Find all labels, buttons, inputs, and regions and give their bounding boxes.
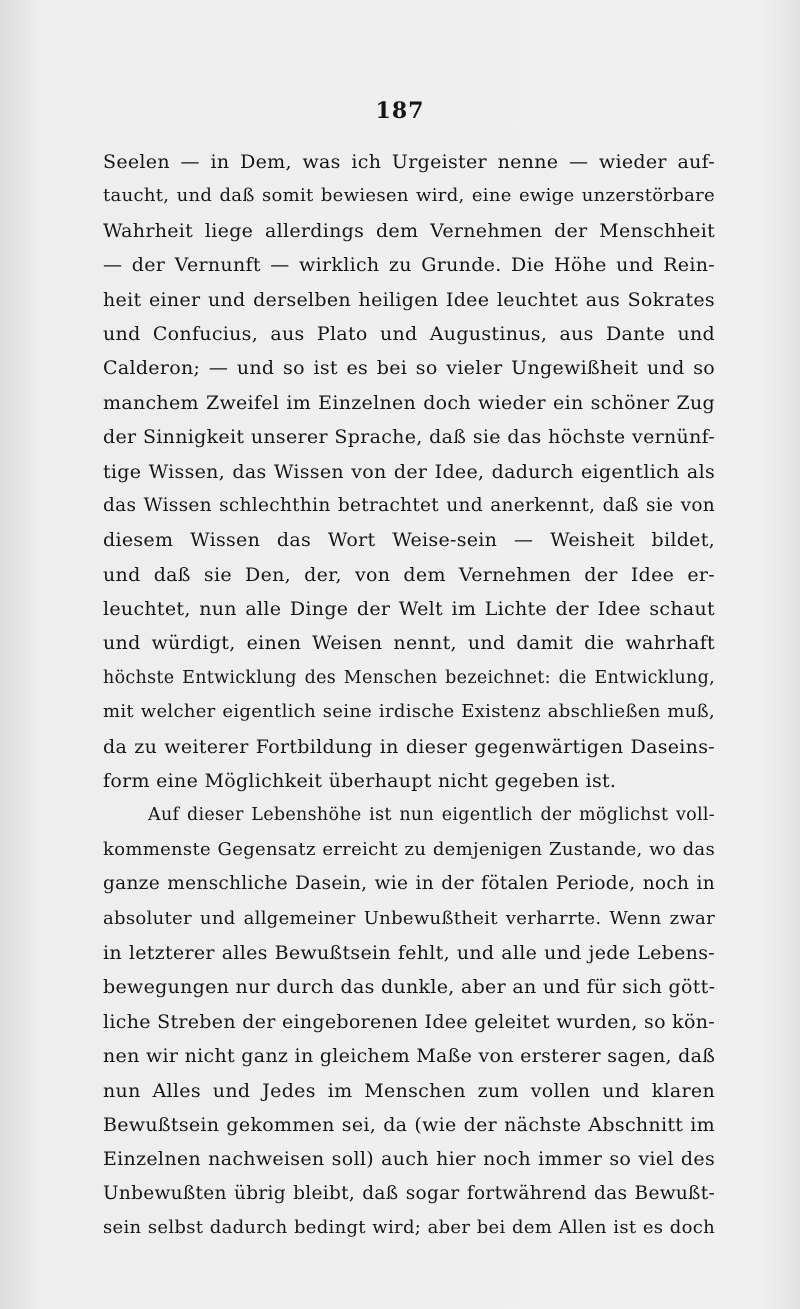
text-line: Unbewußten übrig bleibt, daß sogar fortwährend das Bewußt- (103, 1182, 715, 1204)
text-line: form eine Möglichkeit überhaupt nicht gegeben ist. (103, 770, 617, 793)
text-line: diesem Wissen das Wort Weise-sein — Weisheit bildet, (103, 529, 715, 552)
text-line: und daß sie Den, der, von dem Vernehmen der Idee er- (103, 563, 715, 586)
text-line: mit welcher eigentlich seine irdische Existenz abschließen muß, (103, 701, 715, 723)
text-line: heit einer und derselben heiligen Idee leuchtet aus Sokrates (103, 288, 715, 311)
text-line: Auf dieser Lebenshöhe ist nun eigentlich der möglichst voll- (148, 805, 715, 826)
body-text (103, 145, 715, 1246)
text-line: nen wir nicht ganz in gleichem Maße von ersterer sagen, daß (103, 1045, 715, 1068)
text-line: Bewußtsein gekommen sei, da (wie der nächste Abschnitt im (103, 1113, 715, 1136)
text-line: nun Alles und Jedes im Menschen zum vollen und klaren (103, 1079, 715, 1102)
page-number: 187 (375, 98, 425, 124)
text-line: Calderon; — und so ist es bei so vieler Ungewißheit und so (103, 357, 715, 380)
text-line: leuchtet, nun alle Dinge der Welt im Lichte der Idee schaut (103, 598, 715, 621)
text-line: Einzelnen nachweisen soll) auch hier noch immer so viel des (103, 1148, 715, 1171)
text-line: taucht, und daß somit bewiesen wird, eine ewige unzerstörbare (103, 185, 715, 207)
text-line: absoluter und allgemeiner Unbewußtheit verharrte. Wenn zwar (103, 907, 715, 929)
text-line: liche Streben der eingeborenen Idee geleitet wurden, so kön- (103, 1010, 715, 1033)
text-line: ganze menschliche Dasein, wie in der fötalen Periode, noch in (103, 873, 715, 895)
text-line: Seelen — in Dem, was ich Urgeister nenne — wieder auf- (103, 151, 715, 173)
text-line: und Confucius, aus Plato und Augustinus, aus Dante und (103, 322, 715, 345)
text-line: manchem Zweifel im Einzelnen doch wieder ein schöner Zug (103, 391, 715, 414)
text-line: Wahrheit liege allerdings dem Vernehmen der Menschheit (103, 219, 715, 242)
text-line: der Sinnigkeit unserer Sprache, daß sie das höchste vernünf- (103, 426, 715, 449)
text-line: das Wissen schlechthin betrachtet und anerkennt, daß sie von (103, 494, 715, 516)
text-line: in letzterer alles Bewußtsein fehlt, und alle und jede Lebens- (103, 941, 715, 964)
text-line: tige Wissen, das Wissen von der Idee, dadurch eigentlich als (103, 460, 715, 483)
text-line: und würdigt, einen Weisen nennt, und damit die wahrhaft (103, 632, 715, 655)
text-line: höchste Entwicklung des Menschen bezeichnet: die Entwicklung, (103, 667, 715, 688)
text-line: sein selbst dadurch bedingt wird; aber bei dem Allen ist es doch (103, 1217, 715, 1239)
text-line: bewegungen nur durch das dunkle, aber an und für sich gött- (103, 976, 715, 999)
text-line: kommenste Gegensatz erreicht zu demjenigen Zustande, wo das (103, 838, 715, 860)
text-line: — der Vernunft — wirklich zu Grunde. Die Höhe und Rein- (103, 254, 715, 277)
text-line: da zu weiterer Fortbildung in dieser gegenwärtigen Daseins- (103, 735, 715, 758)
